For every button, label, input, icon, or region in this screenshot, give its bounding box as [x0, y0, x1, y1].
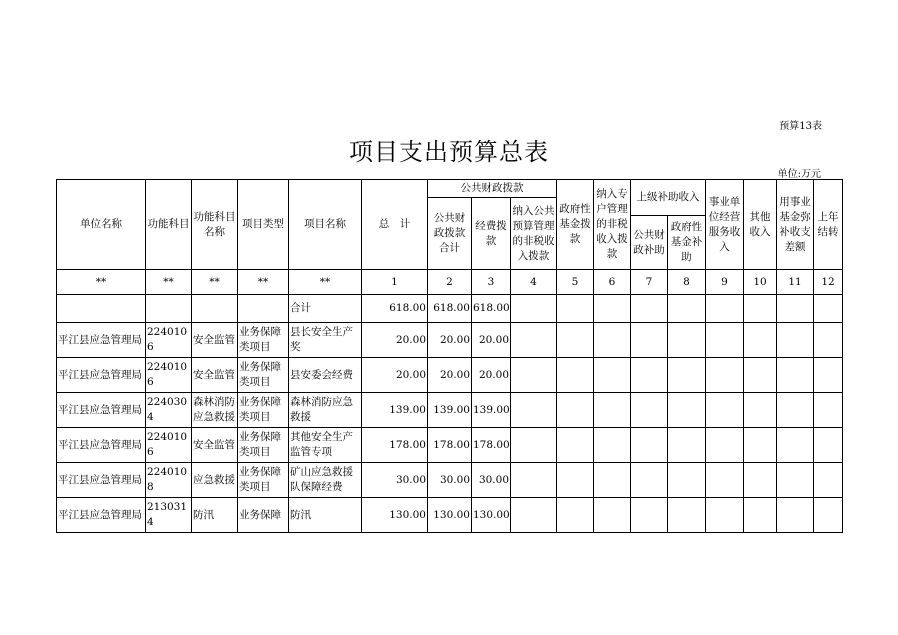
unit-name-cell: 平江县应急管理局 [57, 358, 146, 393]
project-type-cell: 业务保障类项目 [238, 463, 289, 498]
total-cell: 20.00 [362, 358, 428, 393]
header-func-name: 功能科目名称 [192, 180, 238, 270]
total-pf-total: 618.00 [428, 295, 472, 323]
total-cell: 130.00 [362, 498, 428, 533]
project-name-cell: 县安委会经费 [289, 358, 362, 393]
empty-cell [631, 323, 668, 358]
index-cell: 1 [362, 270, 428, 295]
table-row [57, 463, 843, 498]
project-type-cell: 业务保障类项目 [238, 358, 289, 393]
empty-cell [814, 463, 843, 498]
total-funding: 618.00 [472, 295, 511, 323]
empty-cell [511, 393, 557, 428]
index-cell: 9 [706, 270, 744, 295]
index-cell: ** [238, 270, 289, 295]
index-cell: 4 [511, 270, 557, 295]
header-business-income: 事业单位经营服务收入 [706, 180, 744, 270]
empty-cell [594, 393, 631, 428]
project-type-cell: 业务保障类项目 [238, 323, 289, 358]
index-cell: ** [146, 270, 192, 295]
func-name-cell: 安全监管 [192, 358, 238, 393]
empty-cell [706, 498, 744, 533]
empty-cell [511, 463, 557, 498]
empty-cell [744, 463, 777, 498]
empty-cell [557, 358, 594, 393]
header-total: 总 计 [362, 180, 428, 270]
empty-cell [668, 463, 706, 498]
empty-cell [814, 393, 843, 428]
empty-cell [706, 358, 744, 393]
empty-cell [668, 358, 706, 393]
header-carryover: 上年结转 [814, 180, 843, 270]
pf-total-cell: 20.00 [428, 323, 472, 358]
total-row [57, 295, 843, 323]
empty-cell [706, 323, 744, 358]
funding-cell: 20.00 [472, 358, 511, 393]
empty-cell [557, 498, 594, 533]
pf-total-cell: 139.00 [428, 393, 472, 428]
header-project-type: 项目类型 [238, 180, 289, 270]
pf-total-cell: 178.00 [428, 428, 472, 463]
empty-cell [631, 498, 668, 533]
unit-name-cell: 平江县应急管理局 [57, 498, 146, 533]
index-cell: ** [289, 270, 362, 295]
func-code-cell: 2130314 [146, 498, 192, 533]
empty-cell [511, 498, 557, 533]
index-row [57, 270, 843, 295]
empty-cell [814, 358, 843, 393]
unit-name-cell: 平江县应急管理局 [57, 323, 146, 358]
table-row [57, 323, 843, 358]
index-cell: 8 [668, 270, 706, 295]
header-other-income: 其他收入 [744, 180, 777, 270]
empty-cell [511, 428, 557, 463]
empty-cell [744, 393, 777, 428]
header-public-subsidy: 公共财政补助 [631, 216, 668, 270]
empty-cell [511, 358, 557, 393]
index-cell: 11 [777, 270, 814, 295]
total-amount: 618.00 [362, 295, 428, 323]
unit-label: 单位:万元 [777, 169, 821, 180]
table-row [57, 393, 843, 428]
empty-cell [668, 393, 706, 428]
project-type-cell: 业务保障类项目 [238, 428, 289, 463]
func-code-cell: 2240106 [146, 428, 192, 463]
empty-cell [594, 323, 631, 358]
total-cell: 178.00 [362, 428, 428, 463]
unit-name-cell: 平江县应急管理局 [57, 463, 146, 498]
total-cell: 139.00 [362, 393, 428, 428]
index-cell: 5 [557, 270, 594, 295]
empty-cell [744, 323, 777, 358]
funding-cell: 178.00 [472, 428, 511, 463]
project-type-cell: 业务保障类项目 [238, 393, 289, 428]
func-name-cell: 安全监管 [192, 323, 238, 358]
empty-cell [777, 428, 814, 463]
func-code-cell: 2240106 [146, 358, 192, 393]
funding-cell: 20.00 [472, 323, 511, 358]
empty-cell [777, 323, 814, 358]
funding-cell: 30.00 [472, 463, 511, 498]
func-code-cell: 2240108 [146, 463, 192, 498]
project-name-cell: 其他安全生产监管专项 [289, 428, 362, 463]
empty-cell [668, 498, 706, 533]
empty-cell [594, 358, 631, 393]
project-type-cell: 业务保障 [238, 498, 289, 533]
table-row [57, 428, 843, 463]
empty-cell [744, 358, 777, 393]
project-name-cell: 县长安全生产奖 [289, 323, 362, 358]
header-nontax-mgmt: 纳入公共预算管理的非税收入拨款 [511, 198, 557, 270]
header-gov-fund: 政府性基金拨款 [557, 180, 594, 270]
func-name-cell: 应急救援 [192, 463, 238, 498]
unit-name-cell: 平江县应急管理局 [57, 393, 146, 428]
func-code-cell: 2240106 [146, 323, 192, 358]
header-gov-fund-subsidy: 政府性基金补助 [668, 216, 706, 270]
index-cell: 3 [472, 270, 511, 295]
empty-cell [814, 498, 843, 533]
total-cell: 30.00 [362, 463, 428, 498]
empty-cell [744, 498, 777, 533]
table-row [57, 358, 843, 393]
project-name-cell: 防汛 [289, 498, 362, 533]
empty-cell [814, 428, 843, 463]
func-name-cell: 安全监管 [192, 428, 238, 463]
table-row [57, 498, 843, 533]
header-unit-name: 单位名称 [57, 180, 146, 270]
project-budget-table [56, 179, 843, 533]
empty-cell [706, 393, 744, 428]
pf-total-cell: 30.00 [428, 463, 472, 498]
form-number: 预算13表 [779, 121, 822, 132]
page-title: 项目支出预算总表 [349, 138, 549, 166]
func-code-cell: 2240304 [146, 393, 192, 428]
empty-cell [557, 393, 594, 428]
empty-cell [631, 463, 668, 498]
project-name-cell: 矿山应急救援队保障经费 [289, 463, 362, 498]
header-superior-subsidy: 上级补助收入 [631, 180, 706, 216]
empty-cell [814, 323, 843, 358]
index-cell: 7 [631, 270, 668, 295]
funding-cell: 130.00 [472, 498, 511, 533]
header-pf-total: 公共财政拨款合计 [428, 198, 472, 270]
index-cell: ** [192, 270, 238, 295]
empty-cell [594, 463, 631, 498]
empty-cell [594, 498, 631, 533]
header-func-code: 功能科目 [146, 180, 192, 270]
header-fund-gap: 用事业基金弥补收支差额 [777, 180, 814, 270]
empty-cell [777, 393, 814, 428]
empty-cell [557, 323, 594, 358]
project-name-cell: 森林消防应急救援 [289, 393, 362, 428]
empty-cell [706, 463, 744, 498]
empty-cell [594, 428, 631, 463]
total-cell: 20.00 [362, 323, 428, 358]
index-cell: 2 [428, 270, 472, 295]
header-funding: 经费拨款 [472, 198, 511, 270]
empty-cell [631, 428, 668, 463]
func-name-cell: 森林消防应急救援 [192, 393, 238, 428]
empty-cell [668, 323, 706, 358]
header-special-nontax: 纳入专户管理的非税收入拨款 [594, 180, 631, 270]
index-cell: 12 [814, 270, 843, 295]
empty-cell [668, 428, 706, 463]
header-public-finance: 公共财政拨款 [428, 180, 557, 198]
empty-cell [777, 498, 814, 533]
pf-total-cell: 20.00 [428, 358, 472, 393]
funding-cell: 139.00 [472, 393, 511, 428]
pf-total-cell: 130.00 [428, 498, 472, 533]
header-project-name: 项目名称 [289, 180, 362, 270]
empty-cell [557, 463, 594, 498]
total-label: 合计 [289, 295, 362, 323]
func-name-cell: 防汛 [192, 498, 238, 533]
index-cell: 10 [744, 270, 777, 295]
index-cell: 6 [594, 270, 631, 295]
empty-cell [777, 358, 814, 393]
empty-cell [777, 463, 814, 498]
index-cell: ** [57, 270, 146, 295]
empty-cell [631, 393, 668, 428]
empty-cell [744, 428, 777, 463]
empty-cell [631, 358, 668, 393]
unit-name-cell: 平江县应急管理局 [57, 428, 146, 463]
empty-cell [511, 323, 557, 358]
empty-cell [557, 428, 594, 463]
empty-cell [706, 428, 744, 463]
